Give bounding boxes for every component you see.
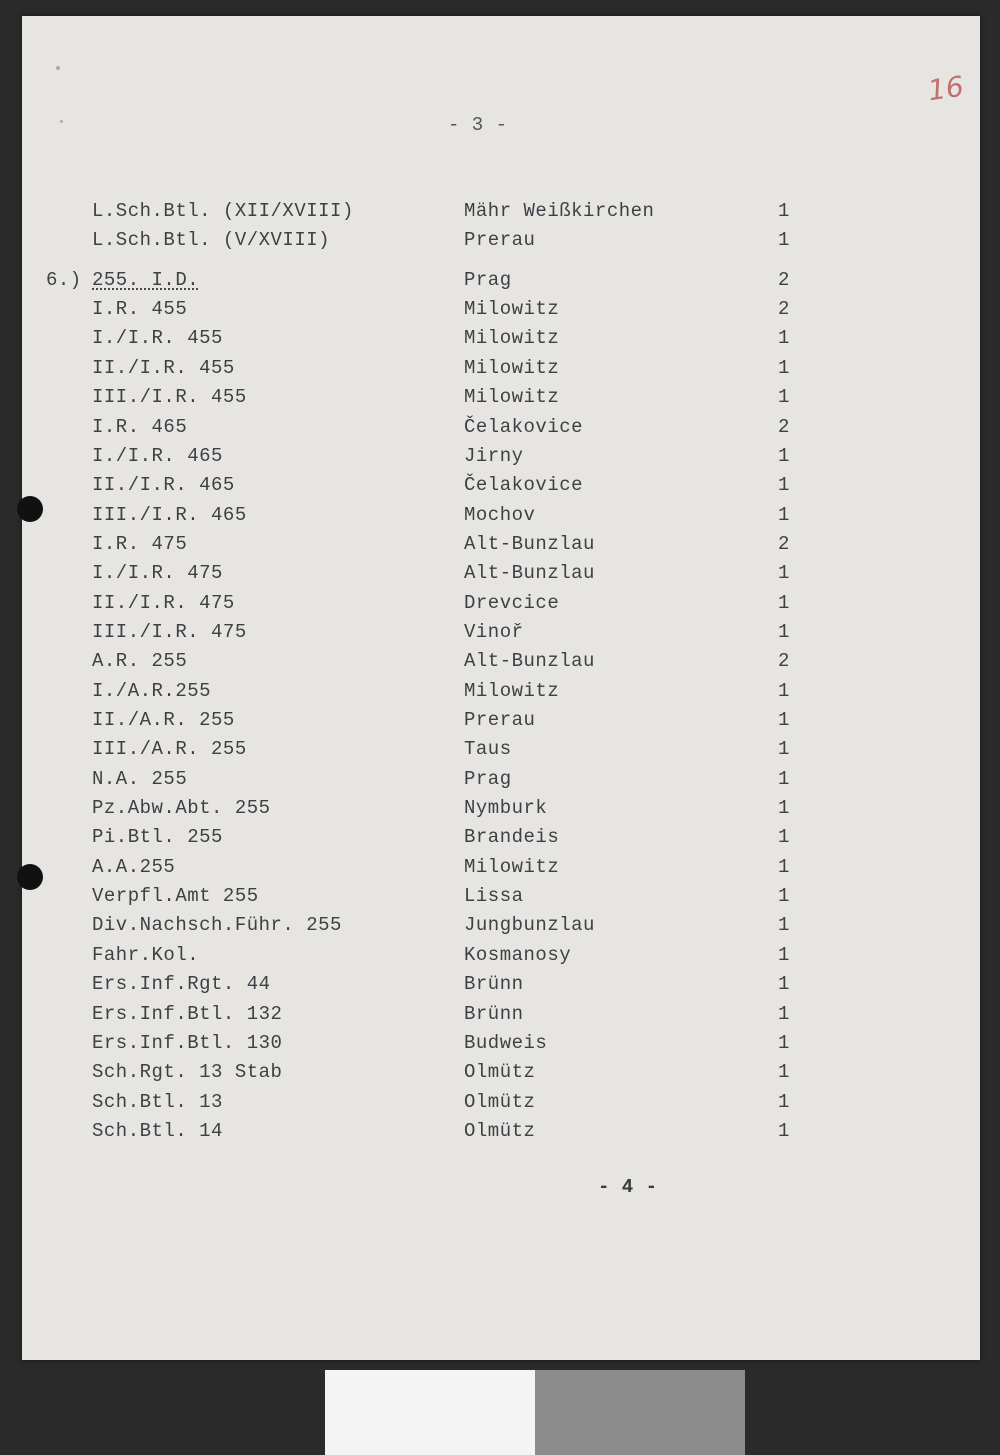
garrison-location: Taus	[464, 738, 512, 761]
table-row	[22, 1003, 980, 1029]
copy-count: 2	[778, 532, 790, 555]
garrison-location: Lissa	[464, 885, 524, 908]
table-row	[22, 445, 980, 471]
paper-sheet	[22, 16, 980, 1360]
unit-name: I./I.R. 455	[92, 327, 223, 350]
unit-name: I.R. 475	[92, 532, 188, 555]
unit-name: Fahr.Kol.	[92, 943, 200, 966]
table-row	[22, 416, 980, 442]
garrison-location: Nymburk	[464, 797, 548, 819]
garrison-location: Čelakovice	[464, 474, 584, 497]
punch-hole-lower	[17, 864, 43, 890]
garrison-location: Prag	[464, 268, 512, 291]
table-row	[22, 298, 980, 324]
copy-count: 1	[778, 1061, 790, 1084]
garrison-location: Brünn	[464, 1002, 524, 1025]
garrison-location: Alt-Bunzlau	[464, 650, 595, 673]
garrison-location: Mähr Weißkirchen	[464, 200, 655, 222]
table-row	[22, 797, 980, 823]
copy-count: 1	[778, 200, 790, 222]
garrison-location: Milowitz	[464, 356, 560, 379]
unit-name: Pz.Abw.Abt. 255	[92, 797, 271, 819]
unit-name: I./A.R.255	[92, 679, 212, 702]
unit-name: A.A.255	[92, 855, 176, 878]
unit-name: 255. I.D.	[92, 268, 200, 291]
unit-name: Ers.Inf.Rgt. 44	[92, 973, 271, 996]
table-row	[22, 533, 980, 559]
unit-name: Div.Nachsch.Führ. 255	[92, 914, 342, 937]
garrison-location: Brandeis	[464, 826, 560, 849]
copy-count: 2	[778, 298, 790, 321]
table-row	[22, 1061, 980, 1087]
table-row	[22, 768, 980, 794]
header-page-number: - 3 -	[448, 114, 508, 136]
copy-count: 1	[778, 943, 790, 966]
table-row	[22, 592, 980, 618]
garrison-location: Milowitz	[464, 327, 560, 350]
table-row	[22, 944, 980, 970]
unit-name: I.R. 465	[92, 415, 188, 438]
table-row	[22, 1091, 980, 1117]
garrison-location: Alt-Bunzlau	[464, 562, 595, 585]
copy-count: 1	[778, 1119, 790, 1142]
copy-count: 1	[778, 591, 790, 614]
garrison-location: Alt-Bunzlau	[464, 532, 595, 555]
garrison-location: Milowitz	[464, 679, 560, 702]
unit-name: III./I.R. 465	[92, 503, 247, 526]
table-row	[22, 914, 980, 940]
table-row	[22, 885, 980, 911]
copy-count: 1	[778, 797, 790, 819]
garrison-location: Olmütz	[464, 1119, 536, 1142]
copy-count: 1	[778, 914, 790, 937]
copy-count: 1	[778, 229, 790, 252]
copy-count: 1	[778, 386, 790, 409]
table-row	[22, 973, 980, 999]
garrison-location: Čelakovice	[464, 415, 584, 438]
table-row	[22, 269, 980, 295]
copy-count: 1	[778, 474, 790, 497]
garrison-location: Mochov	[464, 503, 536, 526]
copy-count: 2	[778, 650, 790, 673]
garrison-location: Milowitz	[464, 298, 560, 321]
unit-name: L.Sch.Btl. (V/XVIII)	[92, 229, 331, 252]
copy-count: 1	[778, 973, 790, 996]
unit-name: Sch.Btl. 14	[92, 1119, 223, 1142]
copy-count: 1	[778, 503, 790, 526]
copy-count: 1	[778, 826, 790, 849]
garrison-location: Kosmanosy	[464, 943, 572, 966]
garrison-location: Olmütz	[464, 1090, 536, 1113]
garrison-location: Prerau	[464, 709, 536, 731]
unit-name: I.R. 455	[92, 298, 188, 321]
copy-count: 1	[778, 767, 790, 790]
calibration-gray-swatch	[535, 1370, 745, 1455]
unit-name: Ers.Inf.Btl. 132	[92, 1002, 283, 1025]
table-row	[22, 680, 980, 706]
section-number: 6.)	[46, 268, 82, 291]
table-row	[22, 709, 980, 735]
table-row	[22, 562, 980, 588]
unit-name: III./I.R. 475	[92, 620, 247, 643]
unit-name: I./I.R. 475	[92, 562, 223, 585]
copy-count: 1	[778, 356, 790, 379]
table-row	[22, 621, 980, 647]
table-row	[22, 504, 980, 530]
unit-name: Ers.Inf.Btl. 130	[92, 1031, 283, 1054]
garrison-location: Jirny	[464, 444, 524, 467]
garrison-table	[22, 16, 980, 1360]
copy-count: 2	[778, 268, 790, 291]
copy-count: 1	[778, 327, 790, 350]
copy-count: 1	[778, 738, 790, 761]
table-row	[22, 650, 980, 676]
table-row	[22, 826, 980, 852]
unit-name: N.A. 255	[92, 767, 188, 790]
copy-count: 1	[778, 709, 790, 731]
unit-name: II./A.R. 255	[92, 709, 235, 731]
garrison-location: Olmütz	[464, 1061, 536, 1084]
unit-name: III./A.R. 255	[92, 738, 247, 761]
copy-count: 1	[778, 855, 790, 878]
garrison-location: Prerau	[464, 229, 536, 252]
table-row	[22, 357, 980, 383]
punch-hole-upper	[17, 496, 43, 522]
table-row	[22, 738, 980, 764]
garrison-location: Jungbunzlau	[464, 914, 595, 937]
calibration-strip	[325, 1370, 745, 1455]
garrison-location: Brünn	[464, 973, 524, 996]
table-row	[22, 386, 980, 412]
unit-name: Verpfl.Amt 255	[92, 885, 259, 908]
copy-count: 2	[778, 415, 790, 438]
copy-count: 1	[778, 444, 790, 467]
unit-name: III./I.R. 455	[92, 386, 247, 409]
copy-count: 1	[778, 1090, 790, 1113]
table-row	[22, 856, 980, 882]
unit-name: II./I.R. 475	[92, 591, 235, 614]
garrison-location: Milowitz	[464, 386, 560, 409]
unit-name: Sch.Btl. 13	[92, 1090, 223, 1113]
unit-name: II./I.R. 465	[92, 474, 235, 497]
unit-name: II./I.R. 455	[92, 356, 235, 379]
copy-count: 1	[778, 562, 790, 585]
unit-name: L.Sch.Btl. (XII/XVIII)	[92, 200, 354, 222]
table-row	[22, 327, 980, 353]
garrison-location: Milowitz	[464, 855, 560, 878]
table-row	[22, 1120, 980, 1146]
copy-count: 1	[778, 1031, 790, 1054]
table-row	[22, 229, 980, 255]
unit-name: A.R. 255	[92, 650, 188, 673]
garrison-location: Prag	[464, 767, 512, 790]
table-row	[22, 200, 980, 226]
unit-name: Sch.Rgt. 13 Stab	[92, 1061, 283, 1084]
unit-name: Pi.Btl. 255	[92, 826, 223, 849]
footer-page-number: - 4 -	[598, 1176, 658, 1198]
garrison-location: Vinoř	[464, 620, 524, 643]
unit-name: I./I.R. 465	[92, 444, 223, 467]
copy-count: 1	[778, 679, 790, 702]
calibration-white-swatch	[325, 1370, 535, 1455]
garrison-location: Budweis	[464, 1031, 548, 1054]
table-row	[22, 474, 980, 500]
garrison-location: Drevcice	[464, 591, 560, 614]
copy-count: 1	[778, 885, 790, 908]
table-row	[22, 1032, 980, 1058]
handwritten-folio-number: 16	[925, 69, 966, 108]
copy-count: 1	[778, 620, 790, 643]
copy-count: 1	[778, 1002, 790, 1025]
